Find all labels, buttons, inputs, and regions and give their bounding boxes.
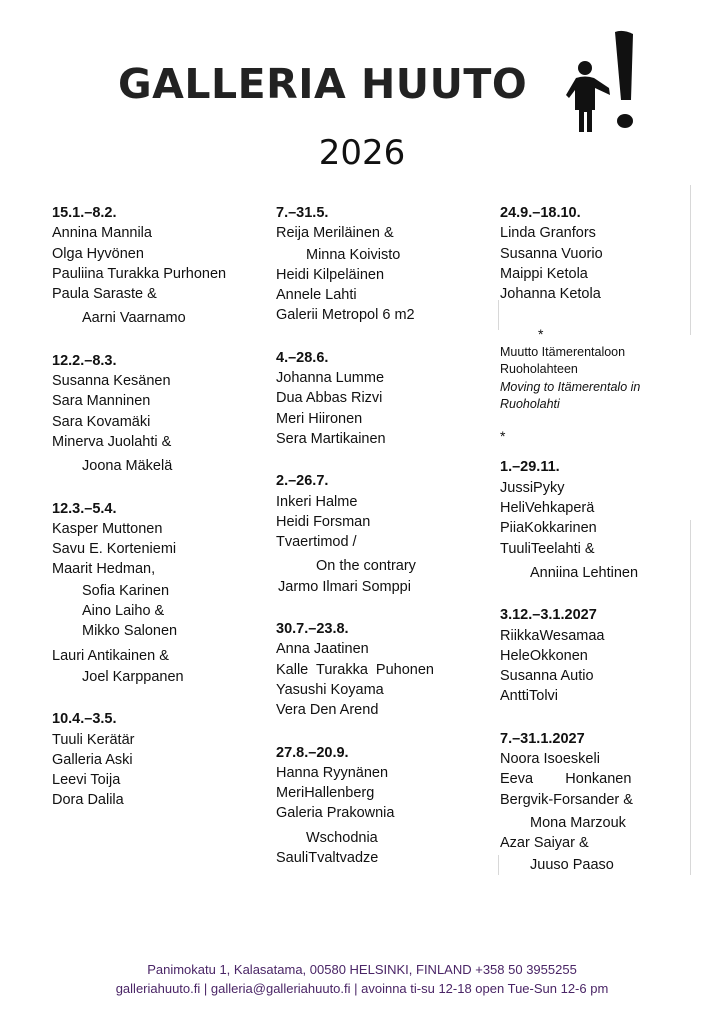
- artist-name: Linda Granfors: [500, 225, 596, 242]
- artist-name: SauliTvaltvadze: [276, 850, 379, 867]
- artist-name: Sara Manninen: [52, 393, 151, 410]
- artist-name: Galleria Aski: [52, 751, 133, 768]
- exhibition-date: 30.7.–23.8.: [276, 621, 349, 638]
- divider: [690, 520, 691, 875]
- note-asterisk: *: [500, 427, 506, 444]
- exhibition-date: 1.–29.11.: [500, 459, 560, 476]
- divider: [498, 855, 499, 875]
- year-title: 2026: [318, 133, 406, 173]
- artist-name: Olga Hyvönen: [52, 245, 144, 262]
- artist-name: AnttiTolvi: [500, 688, 559, 705]
- exhibition-date: 27.8.–20.9.: [276, 744, 349, 761]
- artist-name: HeleOkkonen: [500, 647, 588, 664]
- artist-name: Aino Laiho &: [82, 603, 165, 620]
- artist-name: Mona Marzouk: [530, 814, 626, 831]
- exhibition-date: 4.–28.6.: [276, 349, 329, 366]
- exhibition-date: 2.–26.7.: [276, 473, 329, 490]
- artist-name: Tvaertimod /: [276, 534, 357, 551]
- artist-name: Savu E. Korteniemi: [52, 541, 177, 558]
- exhibition-block: [276, 743, 434, 869]
- logo-text: GALLERIA HUUTO: [118, 60, 528, 108]
- artist-name: Maarit Hedman,: [52, 561, 156, 578]
- exhibition-block: [52, 203, 226, 329]
- note-finnish: Muutto Itämerentaloon Ruoholahteen: [500, 344, 626, 377]
- artist-name: Wschodnia: [306, 829, 378, 846]
- artist-name: Inkeri Halme: [276, 493, 358, 510]
- artist-name: Joel Karppanen: [82, 668, 184, 685]
- artist-name: Mikko Salonen: [82, 623, 178, 640]
- exhibition-date: 15.1.–8.2.: [52, 205, 117, 221]
- exhibition-block: [276, 619, 434, 720]
- exhibition-date: 12.3.–5.4.: [52, 500, 117, 517]
- schedule-column-1: [52, 203, 226, 833]
- exhibition-block: [276, 203, 434, 326]
- artist-name: Yasushi Koyama: [276, 681, 384, 698]
- artist-name: Reija Meriläinen &: [276, 225, 394, 242]
- exhibition-date: 7.–31.5.: [276, 205, 329, 221]
- artist-name: Anniina Lehtinen: [530, 564, 639, 581]
- artist-name: Jarmo Ilmari Somppi: [278, 578, 411, 595]
- artist-name: Kalle Turakka Puhonen: [276, 661, 434, 678]
- artist-name: Dua Abbas Rizvi: [276, 390, 383, 407]
- schedule-column-3: [500, 203, 690, 897]
- note-asterisk: *: [538, 326, 544, 343]
- schedule-column-2: [276, 203, 434, 890]
- artist-name: Noora Isoeskeli: [500, 751, 600, 768]
- artist-name: Juuso Paaso: [530, 856, 614, 873]
- artist-name: MeriHallenberg: [276, 785, 375, 802]
- exhibition-block: [500, 605, 690, 706]
- artist-name: Bergvik-Forsander &: [500, 791, 633, 808]
- artist-name: Galerii Metropol 6 m2: [276, 307, 415, 324]
- artist-name: Meri Hiironen: [276, 410, 363, 427]
- exhibition-date: 12.2.–8.3.: [52, 352, 117, 369]
- exhibition-block: [500, 203, 690, 304]
- exhibition-block: [500, 457, 690, 583]
- artist-name: Aarni Vaarnamo: [82, 310, 186, 327]
- exhibition-date: 3.12.–3.1.2027: [500, 607, 597, 624]
- exhibition-date: 24.9.–18.10.: [500, 205, 581, 221]
- contact-footer: [0, 960, 724, 998]
- artist-name: Tuuli Kerätär: [52, 731, 135, 748]
- artist-name: Eeva Honkanen: [500, 771, 632, 788]
- artist-name: On the contrary: [316, 558, 416, 575]
- artist-name: Dora Dalila: [52, 792, 124, 809]
- artist-name: Sara Kovamäki: [52, 413, 151, 430]
- artist-name: Annele Lahti: [276, 287, 357, 304]
- exhibition-date: 7.–31.1.2027: [500, 730, 585, 747]
- divider: [498, 300, 499, 330]
- note-english-text: Moving to Itämerentalo in Ruoholahti: [500, 379, 641, 412]
- address-line: Panimokatu 1, Kalasatama, 00580 HELSINKI, FINLAND +358 50 3955255: [147, 962, 577, 977]
- artist-name: Minerva Juolahti &: [52, 433, 172, 450]
- exhibition-block: [276, 471, 434, 597]
- artist-name: Heidi Kilpeläinen: [276, 266, 385, 283]
- artist-name: Lauri Antikainen &: [52, 647, 169, 664]
- artist-name: HeliVehkaperä: [500, 500, 595, 517]
- artist-name: Maippi Ketola: [500, 265, 588, 282]
- exhibition-block: [276, 348, 434, 449]
- artist-name: Johanna Lumme: [276, 370, 385, 387]
- relocation-note: [500, 326, 690, 445]
- artist-name: Susanna Kesänen: [52, 373, 171, 390]
- note-english: [500, 379, 690, 414]
- artist-name: Johanna Ketola: [500, 286, 601, 303]
- artist-name: Azar Saiyar &: [500, 835, 589, 852]
- artist-name: Sera Martikainen: [276, 430, 386, 447]
- artist-name: Annina Mannila: [52, 225, 152, 242]
- artist-name: JussiPyky: [500, 479, 565, 496]
- artist-name: Vera Den Arend: [276, 702, 379, 719]
- artist-name: Pauliina Turakka Purhonen: [52, 265, 227, 282]
- exhibition-block: [52, 351, 226, 477]
- artist-name: Minna Koivisto: [306, 246, 401, 263]
- artist-name: TuuliTeelahti &: [500, 540, 595, 557]
- artist-name: Joona Mäkelä: [82, 458, 173, 475]
- website-line[interactable]: galleriahuuto.fi | galleria@galleriahuuto.fi | avoinna ti-su 12-18 open Tue-Sun 12-6 pm: [115, 981, 609, 996]
- artist-name: Leevi Toija: [52, 772, 121, 789]
- artist-name: Anna Jaatinen: [276, 641, 369, 658]
- artist-name: Susanna Vuorio: [500, 245, 603, 262]
- artist-name: Galeria Prakownia: [276, 805, 395, 822]
- artist-name: RiikkaWesamaa: [500, 627, 605, 644]
- exhibition-date: 10.4.–3.5.: [52, 711, 117, 728]
- artist-name: Susanna Autio: [500, 668, 594, 685]
- artist-name: PiiaKokkarinen: [500, 520, 597, 537]
- shouting-figure-icon: [565, 28, 645, 143]
- artist-name: Sofia Karinen: [82, 582, 170, 599]
- divider: [690, 185, 691, 335]
- exhibition-block: [52, 709, 226, 810]
- artist-name: Kasper Muttonen: [52, 520, 163, 537]
- artist-name: Hanna Ryynänen: [276, 764, 389, 781]
- exhibition-block: [500, 729, 690, 875]
- artist-name: Heidi Forsman: [276, 513, 371, 530]
- exhibition-block: [52, 499, 226, 688]
- artist-name: Paula Saraste &: [52, 286, 157, 303]
